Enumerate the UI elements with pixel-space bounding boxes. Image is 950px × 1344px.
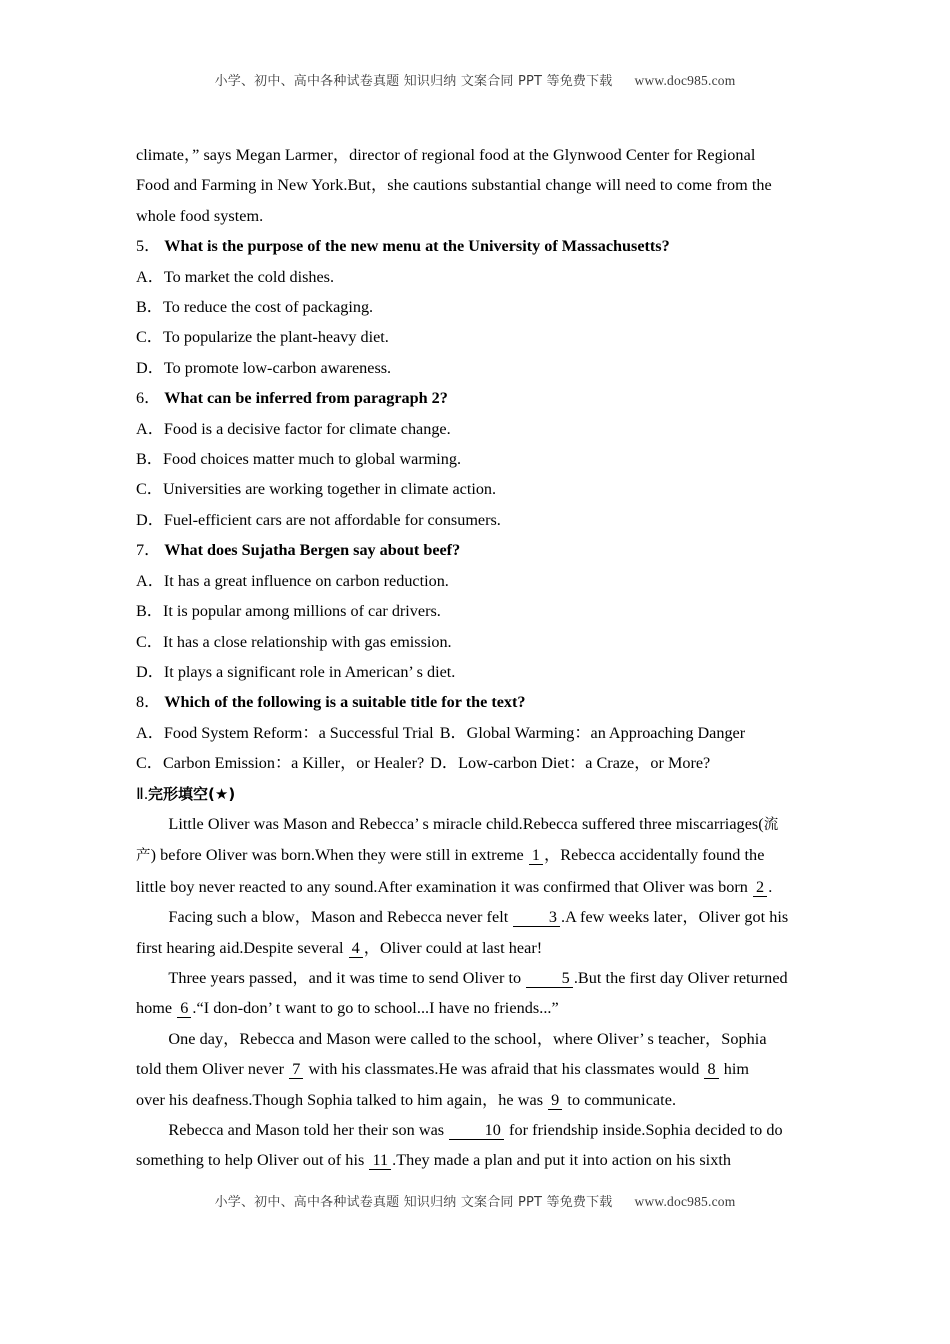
option-text: Food choices matter much to global warming. [162,450,462,469]
running-footer-chinese: 小学、初中、高中各种试卷真题 知识归纳 文案合同 PPT 等免费下载 [214,1195,613,1210]
question-8-number: 8． [136,693,161,712]
option-text: Food is a decisive factor for climate change. [163,419,451,438]
text-run: One day，Rebecca and Mason were called to the school，where Oliver’ s teacher，Sophia [168,1029,767,1048]
cloze-paragraph-4-line-1 [136,1024,812,1054]
option-lead: C． [136,632,163,651]
cloze-paragraph-3-line-1 [136,963,812,993]
option-lead: B． [136,602,163,621]
text-run: over his deafness.Though Sophia talked to him again，he was [136,1090,548,1109]
running-footer-url: www.doc985.com [634,1194,736,1209]
question-6-stem [136,383,812,413]
cloze-paragraph-2-line-2 [136,933,812,963]
running-header-chinese: 小学、初中、高中各种试卷真题 知识归纳 文案合同 PPT 等免费下载 [214,74,613,89]
cloze-paragraph-4-line-2 [136,1054,812,1084]
question-5-option-c[interactable] [136,322,812,352]
option-text: It has a great influence on carbon reduction. [163,571,449,590]
text-run: .They made a plan and put it into action on his sixth [392,1151,732,1170]
section-numeral-dot: . [143,784,149,803]
passage-tail-line-2: Food and Farming in New York.But，she cautions substantial change will need to come from the [136,176,772,195]
question-6-option-d[interactable] [136,505,812,535]
option-lead: D． [430,754,459,773]
option-lead: B． [136,450,163,469]
text-run: .“I don-don’ t want to go to school...I have no friends...” [192,999,559,1018]
text-run: ) before Oliver was born.When they were still in extreme [150,846,528,865]
cloze-blank-6[interactable]: 6 [177,1000,191,1018]
option-text: It is popular among millions of car drivers. [162,602,441,621]
option-lead: C． [136,754,163,773]
page-content [136,140,812,1176]
cloze-paragraph-5-line-2 [136,1145,812,1175]
text-run: ，Rebecca accidentally found the [544,846,765,865]
cloze-blank-4[interactable]: 4 [349,940,363,958]
question-6-option-b[interactable] [136,444,812,474]
text-run: Facing such a blow，Mason and Rebecca never felt [168,908,513,927]
question-8-text: Which of the following is a suitable title for the text? [164,693,526,712]
text-run: something to help Oliver out of his [136,1151,369,1170]
chinese-gloss: 产 [136,848,151,865]
cloze-blank-11[interactable]: 11 [369,1152,391,1170]
question-5-option-a[interactable] [136,262,812,292]
question-5-text: What is the purpose of the new menu at the University of Massachusetts? [164,237,670,256]
question-8-stem [136,687,812,717]
passage-tail-line-1: climate，” says Megan Larmer，director of regional food at the Glynwood Center for Regional [136,146,756,164]
option-text: Low-carbon Diet：a Craze，or More? [458,754,711,773]
option-text: To reduce the cost of packaging. [162,298,374,317]
text-run: Rebecca and Mason told her their son was [168,1121,449,1139]
option-lead: B． [136,298,163,317]
cloze-blank-5[interactable]: 5 [526,970,573,988]
text-run: .A few weeks later，Oliver got his [560,908,789,927]
option-text: It has a close relationship with gas emission. [162,632,452,651]
cloze-blank-2[interactable]: 2 [753,879,767,897]
text-run: little boy never reacted to any sound.After examination it was confirmed that Oliver was born [136,877,753,896]
question-5-option-b[interactable] [136,292,812,322]
option-text: To popularize the plant-heavy diet. [162,328,389,347]
question-7-option-a[interactable] [136,566,812,596]
question-7-stem [136,535,812,565]
section-heading-cloze [136,779,812,809]
text-run: .But the first day Oliver returned [573,968,788,987]
section-numeral: Ⅱ [136,784,144,803]
text-run: Little Oliver was Mason and Rebecca’ s miracle child.Rebecca suffered three miscarriages( [168,814,764,833]
text-run: home [136,999,177,1018]
cloze-paragraph-1-line-1 [136,809,812,840]
question-6-text: What can be inferred from paragraph 2? [164,389,448,408]
running-header-url: www.doc985.com [634,73,736,88]
chinese-gloss: 流 [763,816,779,833]
running-header [0,70,950,89]
cloze-blank-7[interactable]: 7 [289,1061,303,1079]
text-run: him [719,1060,750,1079]
question-6-number: 6． [136,389,161,408]
option-lead: A． [136,419,164,438]
option-lead: A． [136,723,164,742]
option-lead: C． [136,328,163,347]
cloze-blank-1[interactable]: 1 [529,847,543,865]
cloze-paragraph-1-line-3 [136,872,812,902]
cloze-blank-10[interactable]: 10 [449,1122,504,1140]
cloze-blank-3[interactable]: 3 [513,909,560,927]
option-lead: A． [136,267,164,286]
option-text: Universities are working together in climate action. [162,480,497,499]
option-text: Food System Reform：a Successful Trial [163,723,434,742]
option-lead: A． [136,571,164,590]
text-run: Three years passed，and it was time to send Oliver to [168,968,526,987]
option-text: It plays a significant role in American’ s diet. [163,662,456,681]
cloze-paragraph-5-line-1 [136,1115,812,1145]
text-run: to communicate. [563,1090,677,1109]
cloze-blank-9[interactable]: 9 [548,1092,562,1110]
passage-tail-line-3: whole food system. [136,206,264,225]
question-7-text: What does Sujatha Bergen say about beef? [164,541,461,560]
text-run: told them Oliver never [136,1060,289,1079]
question-8-options-row-2[interactable] [136,748,812,778]
question-6-option-c[interactable] [136,474,812,504]
text-run: . [768,877,773,896]
option-lead: D． [136,358,164,377]
option-lead: D． [136,510,164,529]
running-footer [0,1191,950,1210]
question-5-number: 5． [136,237,161,256]
option-text: Global Warming：an Approaching Danger [466,723,746,742]
option-text: To promote low-carbon awareness. [163,358,392,377]
cloze-paragraph-4-line-3 [136,1085,812,1115]
text-run: first hearing aid.Despite several [136,938,348,957]
option-lead: B． [439,723,467,742]
question-7-option-b[interactable] [136,596,812,626]
option-lead: D． [136,662,164,681]
option-text: Fuel-efficient cars are not affordable for consumers. [163,510,501,529]
cloze-blank-8[interactable]: 8 [704,1061,718,1079]
question-8-options-row-1[interactable] [136,718,812,748]
option-text: To market the cold dishes. [163,267,335,286]
option-lead: C． [136,480,163,499]
cloze-paragraph-3-line-2 [136,993,812,1023]
section-title: 完形填空(★) [148,784,236,803]
question-7-option-c[interactable] [136,627,812,657]
text-run: with his classmates.He was afraid that his classmates would [304,1060,704,1079]
question-5-stem [136,231,812,261]
option-text: Carbon Emission：a Killer，or Healer? [162,754,425,773]
cloze-paragraph-2-line-1 [136,902,812,932]
question-5-option-d[interactable] [136,353,812,383]
question-7-number: 7． [136,541,161,560]
text-run: for friendship inside.Sophia decided to do [504,1121,783,1139]
text-run: ，Oliver could at last hear! [363,938,543,957]
question-7-option-d[interactable] [136,657,812,687]
cloze-paragraph-1-line-2 [136,840,812,871]
question-6-option-a[interactable] [136,414,812,444]
